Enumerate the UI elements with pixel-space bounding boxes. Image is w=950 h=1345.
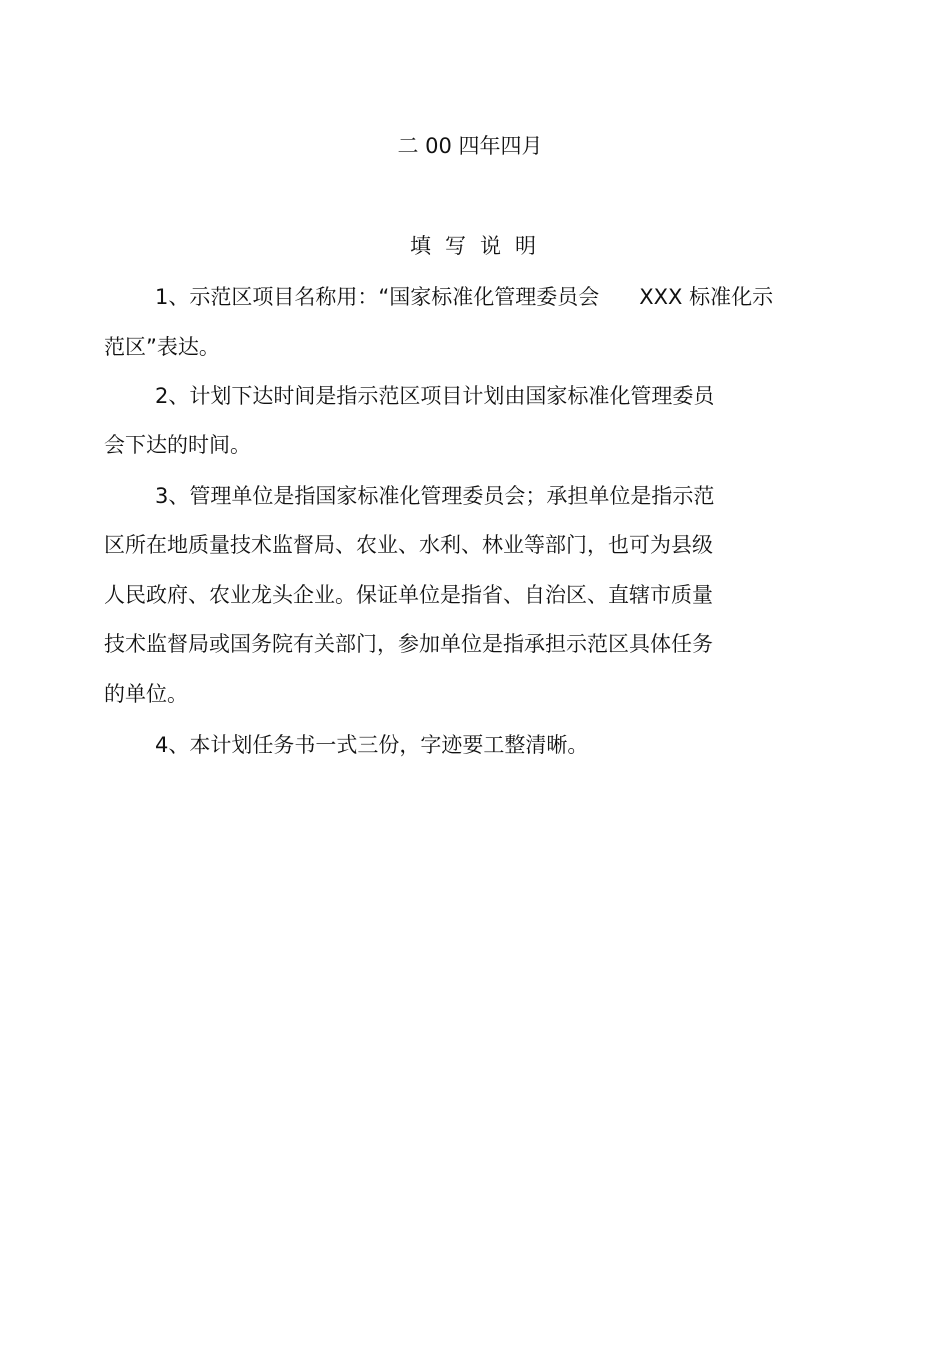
instructions-heading: 填写说明 — [410, 234, 550, 258]
instruction-4-line-1: 4、本计划任务书一式三份，字迹要工整清晰。 — [155, 733, 589, 757]
instruction-3-line-4: 技术监督局或国务院有关部门，参加单位是指承担示范区具体任务 — [104, 632, 713, 656]
instruction-1-text-a: 1、示范区项目名称用：“国家标准化管理委员会 — [155, 285, 600, 309]
instruction-3-line-3: 人民政府、农业龙头企业。保证单位是指省、自治区、直辖市质量 — [104, 583, 713, 607]
instruction-2-line-2: 会下达的时间。 — [104, 433, 251, 457]
instruction-1-line-1 — [155, 282, 773, 312]
instruction-3-line-2: 区所在地质量技术监督局、农业、水利、林业等部门，也可为县级 — [104, 533, 713, 557]
instruction-3-line-1: 3、管理单位是指国家标准化管理委员会；承担单位是指示范 — [155, 484, 715, 508]
instruction-1-line-2: 范区”表达。 — [104, 335, 220, 359]
date-line: 二 00 四年四月 — [397, 134, 543, 158]
instruction-2-line-1: 2、计划下达时间是指示范区项目计划由国家标准化管理委员 — [155, 384, 715, 408]
instruction-1-text-b: XXX 标准化示 — [639, 285, 774, 309]
instruction-3-line-5: 的单位。 — [104, 682, 188, 706]
